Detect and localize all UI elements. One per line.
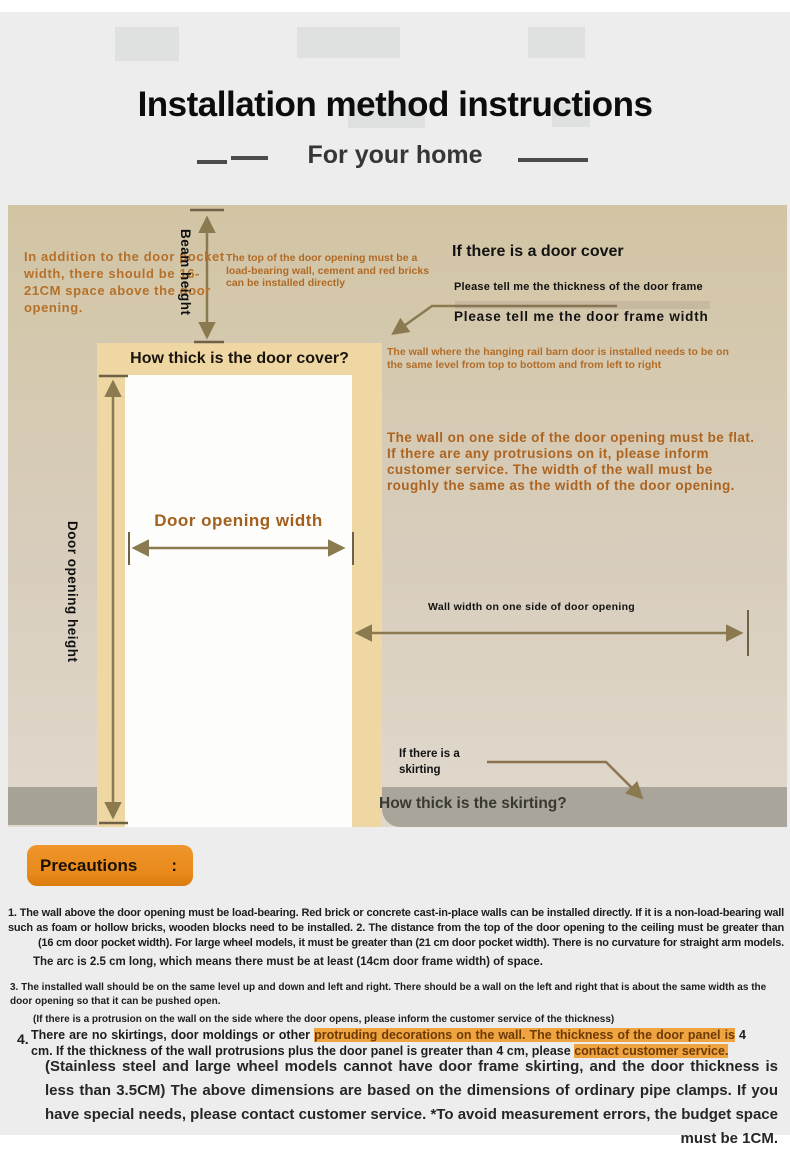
wall-flatness-note: The wall on one side of the door opening must be flat. If there are any protrusions on it, please inform customer service. The width of the wall must be roughly the same as the width of the door opening.: [387, 430, 755, 493]
item4-highlighted-text: contact customer service.: [574, 1044, 729, 1058]
item4-text: 4 cm. If the thickness of the wall protrusions plus the door panel is greater than 4 cm, please: [31, 1028, 746, 1058]
precaution-item-3: 3. The installed wall should be on the same level up and down and left and right. There should be a wall on the left and right that is about the same width as the door opening so that it can be pushed open.: [10, 982, 767, 1007]
skirting-question: How thick is the skirting?: [379, 795, 567, 812]
precautions-label: Precautions: [40, 855, 138, 875]
erased-text-remnant: [297, 27, 400, 58]
erased-text-remnant: [528, 27, 585, 58]
item4-highlighted-text: protruding decorations on the wall. The thickness of the door panel is: [314, 1028, 735, 1042]
subtitle-dash-left: [197, 160, 227, 164]
page-title: Installation method instructions: [137, 85, 653, 125]
skirting-note: If there is a skirting: [399, 748, 460, 776]
skirting-pointer-arrow: [487, 762, 641, 797]
door-opening-height-label: Door opening height: [65, 521, 80, 663]
subtitle-dash-right: [518, 158, 588, 162]
wall-width-label: Wall width on one side of door opening: [428, 601, 635, 613]
door-pocket-note: In addition to the door pocket width, there should be 16-21CM space above the door opening.: [24, 249, 225, 315]
installation-diagram: [8, 205, 787, 827]
door-cover-heading: If there is a door cover: [452, 243, 624, 260]
precaution-item-1: 1. The wall above the door opening must be load-bearing. Red brick or concrete cast-in-place walls can be installed directly. If it is a non-load-bearing wall such as foam or hollow bricks, wooden blocks need to be installed. 2. The distance from the top of the door opening to the ceiling must be greater than (16 cm door pocket width). For large wheel models, it must be greater than (21 cm door pocket width). There is no curvature for straight arm models.: [8, 907, 784, 949]
door-frame-width-note: Please tell me the door frame width: [454, 309, 709, 324]
erased-text-remnant: [115, 27, 179, 61]
door-cover-question: How thick is the door cover?: [130, 350, 349, 367]
precaution-protrusion-note: (If there is a protrusion on the wall on the side where the door opens, please inform the customer service of the thickness): [33, 1014, 615, 1025]
door-opening-width-label: Door opening width: [154, 511, 323, 530]
precaution-item-4-number: 4.: [17, 1031, 29, 1047]
page-subtitle: For your home: [307, 141, 483, 169]
precautions-badge: [27, 845, 193, 886]
subtitle-dash-left: [231, 156, 268, 160]
precaution-arc-note: The arc is 2.5 cm long, which means there must be at least (14cm door frame width) of space.: [33, 956, 543, 968]
door-top-note: The top of the door opening must be a load-bearing wall, cement and red bricks can be installed directly: [226, 252, 430, 289]
hanging-rail-note: The wall where the hanging rail barn door is installed needs to be on the same level from top to bottom and from left to right: [387, 346, 729, 371]
precautions-colon: :: [171, 855, 177, 875]
beam-height-label: Beam height: [178, 229, 193, 316]
item4-text: There are no skirtings, door moldings or other: [31, 1028, 315, 1042]
precaution-item-5: (Stainless steel and large wheel models cannot have door frame skirting, and the door thickness is less than 3.5CM) The above dimensions are based on the dimensions of ordinary pipe clamps. If you have special needs, please contact customer service. *To avoid measurement errors, the budget space must be 1CM.: [45, 1058, 778, 1147]
door-frame-thickness-note: Please tell me the thickness of the door frame: [454, 281, 703, 293]
